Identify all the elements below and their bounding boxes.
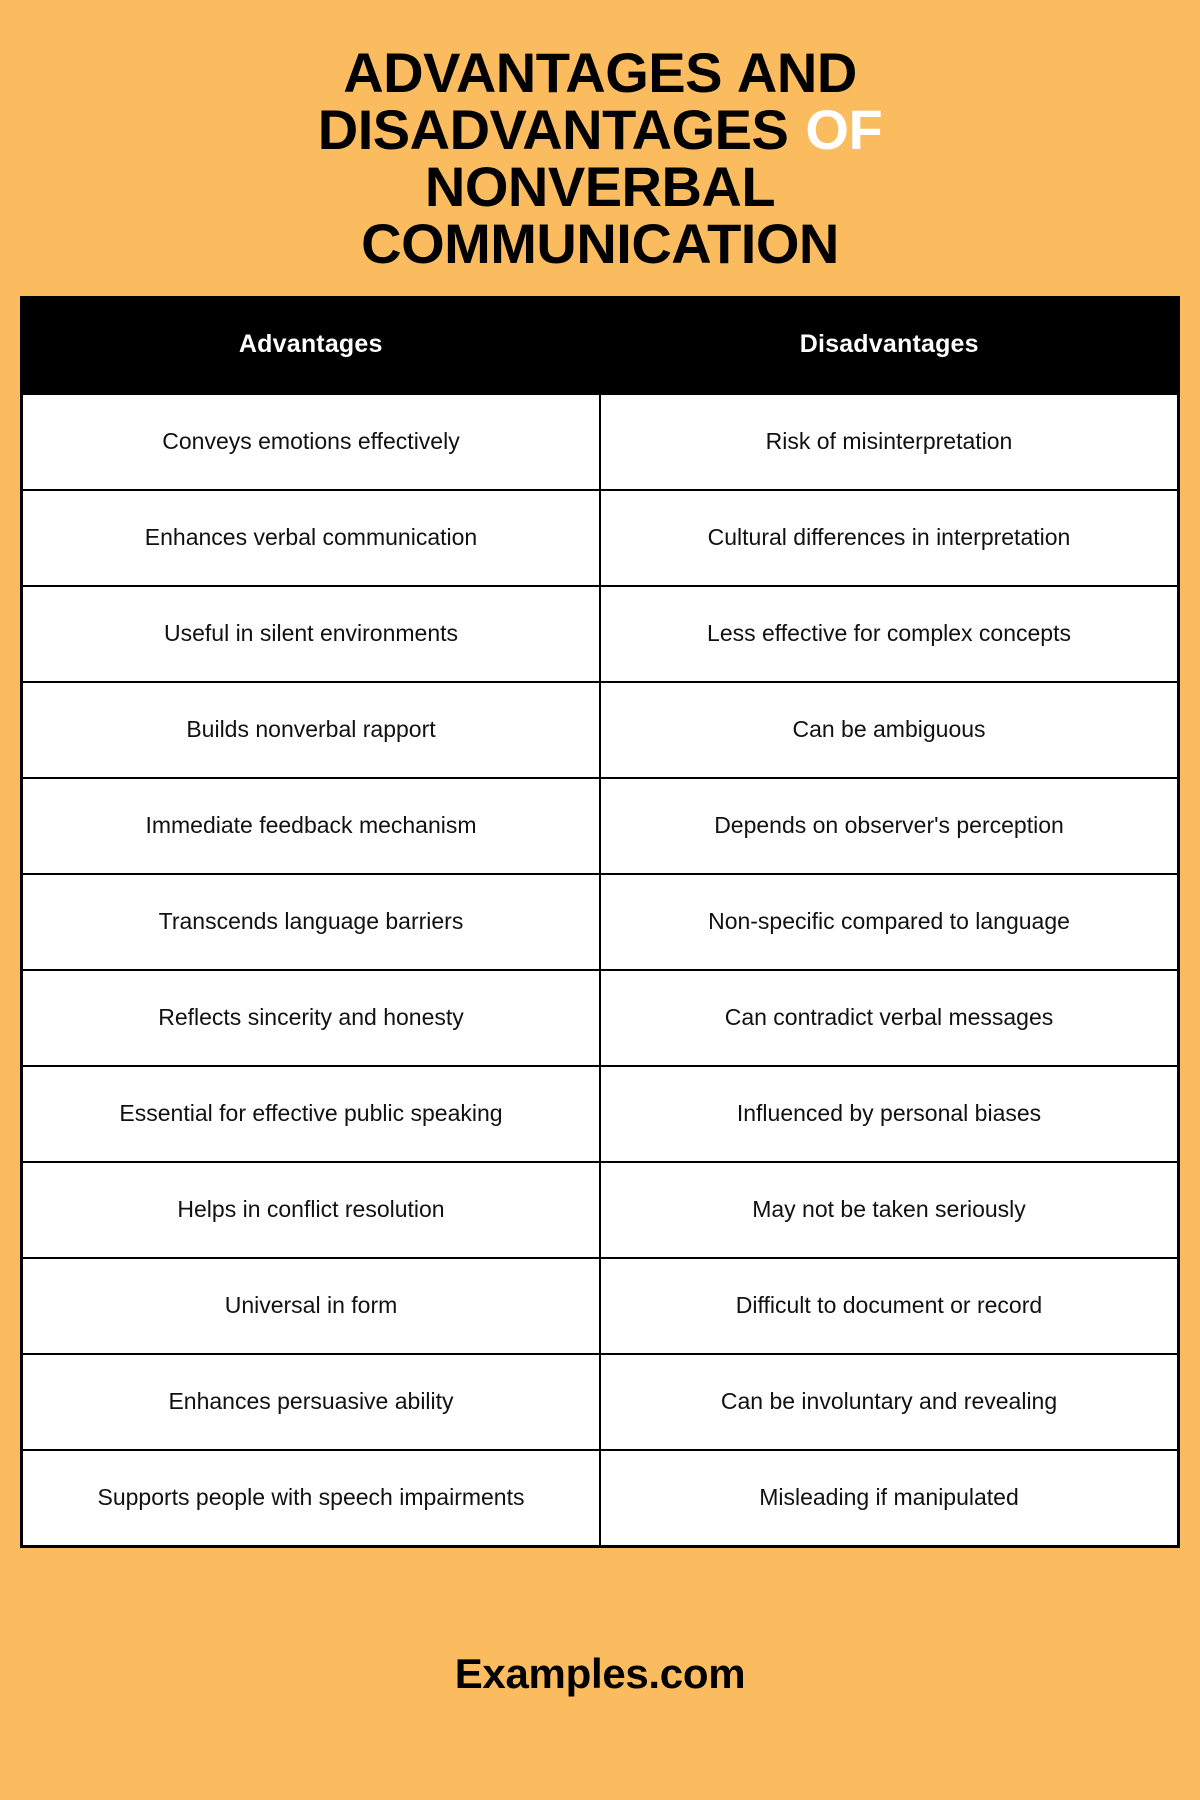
title-line-1: ADVANTAGES AND: [343, 41, 857, 104]
brand-logo-text: Examples.com: [454, 1649, 746, 1697]
table-row: [22, 1450, 1179, 1546]
disadvantage-cell: Less effective for complex concepts: [600, 586, 1179, 682]
advantage-cell: Helps in conflict resolution: [22, 1162, 601, 1258]
advantage-cell: Useful in silent environments: [22, 586, 601, 682]
disadvantage-cell: Non-specific compared to language: [600, 874, 1179, 970]
table-row: [22, 1354, 1179, 1450]
disadvantage-cell: Difficult to document or record: [600, 1258, 1179, 1354]
title-line-2-prefix: DISADVANTAGES: [317, 98, 806, 162]
table-row: [22, 1066, 1179, 1162]
advantage-cell: Conveys emotions effectively: [22, 394, 601, 490]
column-header-advantages: Advantages: [22, 296, 601, 394]
advantage-cell: Transcends language barriers: [22, 874, 601, 970]
disadvantage-cell: Cultural differences in interpretation: [600, 490, 1179, 586]
page-title: [150, 41, 1050, 276]
table-body: [22, 394, 1179, 1546]
table-row: [22, 874, 1179, 970]
advantage-cell: Essential for effective public speaking: [22, 1066, 601, 1162]
table-row: [22, 586, 1179, 682]
title-text: [150, 41, 1050, 276]
disadvantage-cell: Risk of misinterpretation: [600, 394, 1179, 490]
title-line-3: NONVERBAL: [424, 155, 776, 219]
disadvantage-cell: May not be taken seriously: [600, 1162, 1179, 1258]
disadvantage-cell: Depends on observer's perception: [600, 778, 1179, 874]
column-header-disadvantages: Disadvantages: [600, 296, 1179, 394]
advantage-cell: Builds nonverbal rapport: [22, 682, 601, 778]
table-row: [22, 970, 1179, 1066]
disadvantage-cell: Influenced by personal biases: [600, 1066, 1179, 1162]
table-header: [22, 296, 1179, 394]
advantage-cell: Supports people with speech impairments: [22, 1450, 601, 1546]
disadvantage-cell: Can contradict verbal messages: [600, 970, 1179, 1066]
table-row: [22, 1258, 1179, 1354]
disadvantage-cell: Misleading if manipulated: [600, 1450, 1179, 1546]
table-row: [22, 778, 1179, 874]
footer: [0, 1548, 1200, 1800]
advantage-cell: Immediate feedback mechanism: [22, 778, 601, 874]
table-row: [22, 682, 1179, 778]
advantage-cell: Universal in form: [22, 1258, 601, 1354]
title-line-4: COMMUNICATION: [361, 212, 839, 276]
advantage-cell: Enhances verbal communication: [22, 490, 601, 586]
table-row: [22, 490, 1179, 586]
comparison-table: [20, 296, 1180, 1548]
title-highlight-word: OF: [805, 98, 883, 162]
advantage-cell: Reflects sincerity and honesty: [22, 970, 601, 1066]
table-row: [22, 1162, 1179, 1258]
table-row: [22, 394, 1179, 490]
advantage-cell: Enhances persuasive ability: [22, 1354, 601, 1450]
disadvantage-cell: Can be ambiguous: [600, 682, 1179, 778]
table-header-row: [22, 296, 1179, 394]
disadvantage-cell: Can be involuntary and revealing: [600, 1354, 1179, 1450]
comparison-table-wrapper: [20, 296, 1180, 1548]
